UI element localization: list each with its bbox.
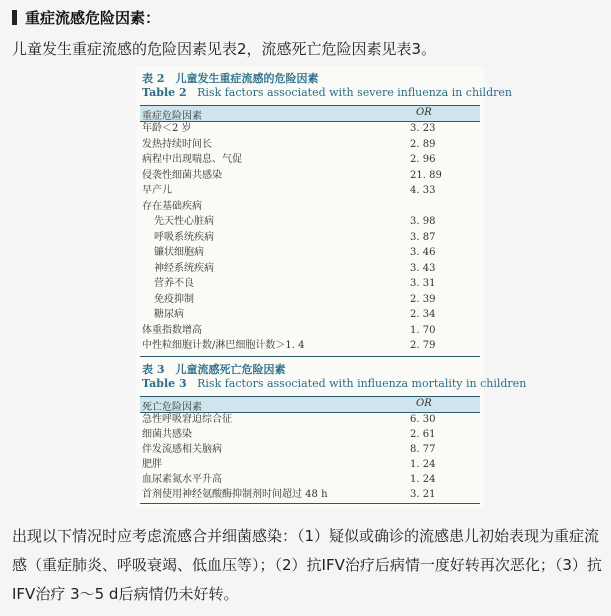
section-heading bbox=[12, 6, 160, 28]
risk-factor-tables-image bbox=[136, 66, 527, 508]
table2-row bbox=[140, 293, 480, 307]
table3-row bbox=[140, 428, 480, 442]
risk-factor-label: 体重指数增高 bbox=[142, 324, 202, 336]
table3-header-factor: 死亡危险因素 bbox=[142, 402, 202, 413]
table3-row bbox=[140, 488, 480, 502]
table3-row bbox=[140, 473, 480, 487]
table2-row bbox=[140, 262, 480, 276]
risk-factor-label: 肥胖 bbox=[142, 459, 162, 470]
table2-bottom-rule bbox=[140, 356, 480, 357]
risk-factor-label: 先天性心脏病 bbox=[154, 216, 214, 227]
risk-factor-label: 镰状细胞病 bbox=[154, 247, 204, 258]
odds-ratio-value: 2. 89 bbox=[410, 138, 436, 150]
table2-header-factor: 重症危险因素 bbox=[142, 111, 202, 122]
risk-factor-label: 年龄＜2 岁 bbox=[142, 123, 192, 134]
odds-ratio-value: 1. 24 bbox=[410, 459, 436, 470]
odds-ratio-value: 3. 98 bbox=[410, 216, 436, 227]
risk-factor-label: 存在基础疾病 bbox=[142, 200, 202, 212]
risk-factor-label: 病程中出现喘息、气促 bbox=[142, 154, 242, 165]
risk-factor-label: 呼吸系统疾病 bbox=[154, 231, 214, 243]
odds-ratio-value: 2. 61 bbox=[410, 429, 436, 440]
odds-ratio-value: 3. 23 bbox=[410, 123, 436, 134]
table2-row bbox=[140, 122, 480, 136]
table2-row bbox=[140, 324, 480, 338]
odds-ratio-value: 1. 24 bbox=[410, 474, 436, 485]
table2-caption-en: Table 2 Risk factors associated with severe influenza in children bbox=[142, 86, 512, 99]
risk-factor-label: 首剂使用神经氨酸酶抑制剂时间超过 48 h bbox=[142, 489, 328, 500]
intro-paragraph: 儿童发生重症流感的危险因素见表2，流感死亡危险因素见表3。 bbox=[12, 40, 437, 58]
odds-ratio-value: 2. 39 bbox=[410, 293, 436, 305]
odds-ratio-value: 3. 31 bbox=[410, 278, 436, 289]
table2-row bbox=[140, 277, 480, 291]
risk-factor-label: 侵袭性细菌共感染 bbox=[142, 169, 222, 181]
odds-ratio-value: 2. 34 bbox=[410, 309, 436, 320]
risk-factor-label: 中性粒细胞计数/淋巴细胞计数＞1. 4 bbox=[142, 340, 305, 351]
table3-header bbox=[140, 396, 480, 413]
table3-caption-cn: 表 3 儿童流感死亡危险因素 bbox=[142, 363, 286, 376]
table2-row bbox=[140, 200, 480, 214]
footer-paragraph: 出现以下情况时应考虑流感合并细菌感染：（1）疑似或确诊的流感患儿初始表现为重症流感（重症肺炎、呼吸衰竭、低血压等）；（2）抗IFV治疗后病情一度好转再次恶化；（3）抗IFV治疗 3～5 d后病情仍未好转。 bbox=[12, 527, 602, 603]
odds-ratio-value: 3. 87 bbox=[410, 231, 436, 243]
table2-row bbox=[140, 138, 480, 152]
odds-ratio-value: 6. 30 bbox=[410, 414, 436, 425]
table2-header bbox=[140, 105, 480, 122]
table3-bottom-rule bbox=[140, 503, 480, 504]
table2-row bbox=[140, 184, 480, 198]
table3-row bbox=[140, 413, 480, 427]
risk-factor-label: 神经系统疾病 bbox=[154, 262, 214, 274]
odds-ratio-value: 3. 21 bbox=[410, 489, 436, 500]
risk-factor-label: 免疫抑制 bbox=[154, 293, 194, 305]
table2-row bbox=[140, 339, 480, 353]
odds-ratio-value: 1. 70 bbox=[410, 324, 436, 336]
table2-row bbox=[140, 231, 480, 245]
risk-factor-label: 伴发流感相关脑病 bbox=[142, 444, 222, 455]
risk-factor-label: 发热持续时间长 bbox=[142, 138, 212, 150]
risk-factor-label: 血尿素氮水平升高 bbox=[142, 474, 222, 485]
table2-caption-cn: 表 2 儿童发生重症流感的危险因素 bbox=[142, 72, 319, 85]
table2-row bbox=[140, 169, 480, 183]
table2-header-or: OR bbox=[416, 107, 432, 118]
risk-factor-label: 细菌共感染 bbox=[142, 429, 192, 440]
odds-ratio-value: 3. 43 bbox=[410, 262, 436, 274]
table2-row bbox=[140, 153, 480, 167]
odds-ratio-value: 3. 46 bbox=[410, 247, 436, 258]
heading-text: 重症流感危险因素： bbox=[25, 8, 161, 27]
table2-row bbox=[140, 246, 480, 260]
risk-factor-label: 早产儿 bbox=[142, 185, 172, 196]
odds-ratio-value: 21. 89 bbox=[410, 169, 442, 181]
table3-row bbox=[140, 458, 480, 472]
table3-header-or: OR bbox=[416, 398, 432, 409]
table2-row bbox=[140, 308, 480, 322]
risk-factor-label: 急性呼吸窘迫综合征 bbox=[142, 414, 232, 425]
odds-ratio-value: 4. 33 bbox=[410, 185, 436, 196]
table3-caption-en: Table 3 Risk factors associated with influenza mortality in children bbox=[142, 377, 527, 390]
risk-factor-label: 营养不良 bbox=[154, 278, 194, 289]
table3-row bbox=[140, 443, 480, 457]
table2-row bbox=[140, 215, 480, 229]
odds-ratio-value: 2. 79 bbox=[410, 340, 436, 351]
heading-bar-marker bbox=[12, 10, 17, 25]
risk-factor-label: 糖尿病 bbox=[154, 309, 184, 320]
odds-ratio-value: 2. 96 bbox=[410, 154, 436, 165]
odds-ratio-value: 8. 77 bbox=[410, 444, 436, 455]
